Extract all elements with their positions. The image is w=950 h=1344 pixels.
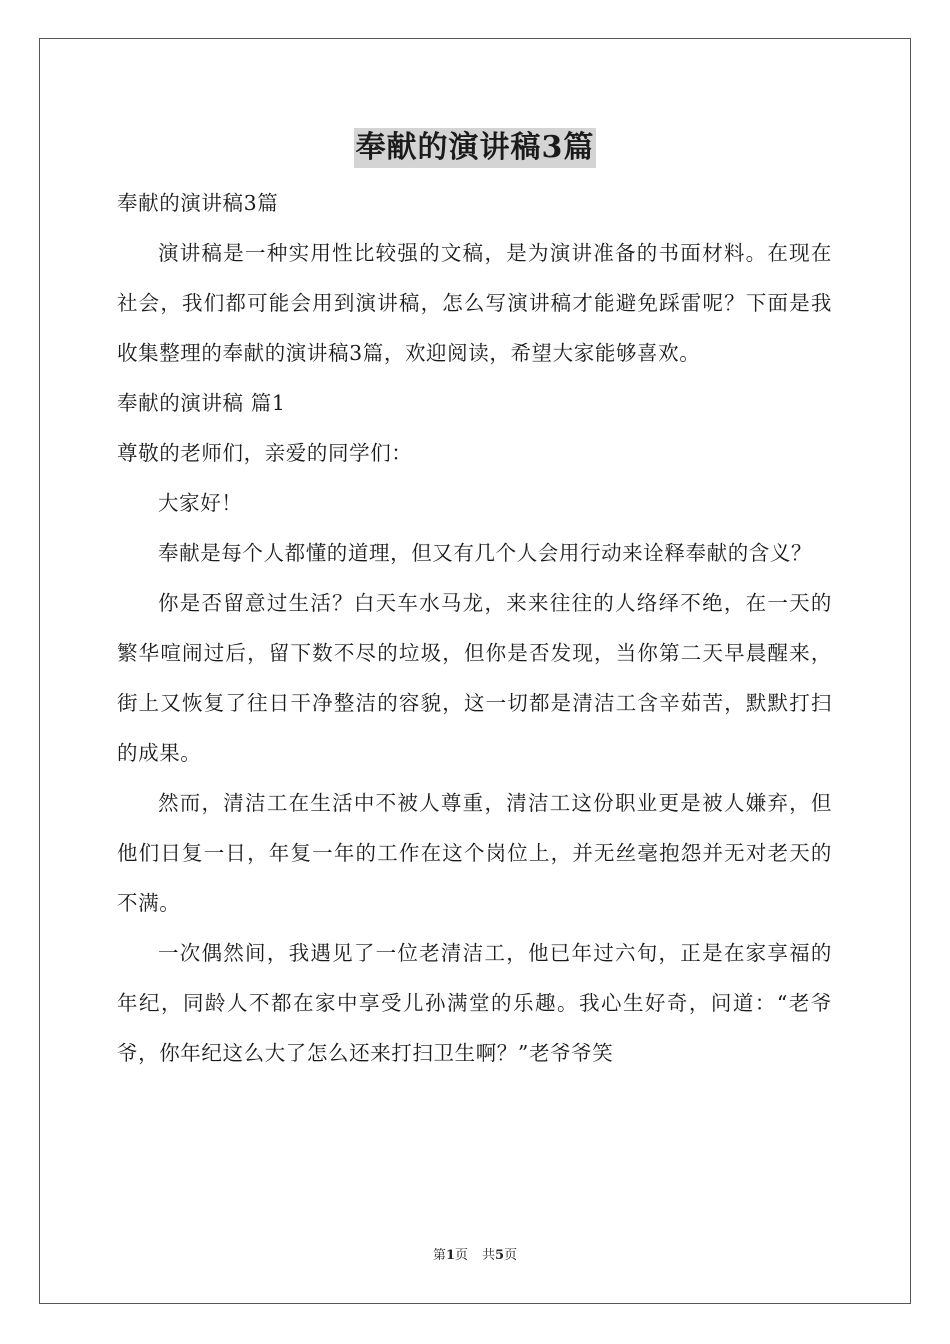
paragraph: 演讲稿是一种实用性比较强的文稿，是为演讲准备的书面材料。在现在社会，我们都可能会用到演讲稿，怎么写演讲稿才能避免踩雷呢？下面是我收集整理的奉献的演讲稿3篇，欢迎阅读，希望大家能够喜欢。: [117, 241, 832, 365]
section-heading: 奉献的演讲稿 篇1: [117, 391, 286, 415]
document-body: [117, 178, 832, 1078]
total-unit: 页: [504, 1248, 518, 1263]
paragraph: 一次偶然间，我遇见了一位老清洁工，他已年过六旬，正是在家享福的年纪，同龄人不都在家中享受儿孙满堂的乐趣。我心生好奇，问道：“老爷爷，你年纪这么大了怎么还来打扫卫生啊？”老爷爷笑: [117, 941, 832, 1065]
page-unit: 页: [454, 1248, 468, 1263]
paragraph: 你是否留意过生活？白天车水马龙，来来往往的人络绎不绝，在一天的繁华喧闹过后，留下数不尽的垃圾，但你是否发现，当你第二天早晨醒来，街上又恢复了往日干净整洁的容貌，这一切都是清洁工含辛茹苦，默默打扫的成果。: [117, 591, 832, 765]
title-area: [0, 128, 950, 168]
greeting: 大家好！: [158, 491, 243, 515]
paragraph: 奉献的演讲稿3篇: [117, 191, 279, 215]
total-pages-number: 5: [495, 1248, 505, 1263]
paragraph: 然而，清洁工在生活中不被人尊重，清洁工这份职业更是被人嫌弃，但他们日复一日，年复一年的工作在这个岗位上，并无丝毫抱怨并无对老天的不满。: [117, 791, 832, 915]
salutation: 尊敬的老师们，亲爱的同学们：: [117, 441, 413, 465]
page-footer: [0, 1246, 950, 1266]
current-page-number: 1: [445, 1248, 455, 1263]
paragraph: 奉献是每个人都懂的道理，但又有几个人会用行动来诠释奉献的含义？: [158, 541, 813, 565]
page-prefix: 第: [432, 1248, 446, 1263]
total-prefix: 共: [482, 1248, 496, 1263]
document-title: 奉献的演讲稿3篇: [354, 128, 597, 168]
